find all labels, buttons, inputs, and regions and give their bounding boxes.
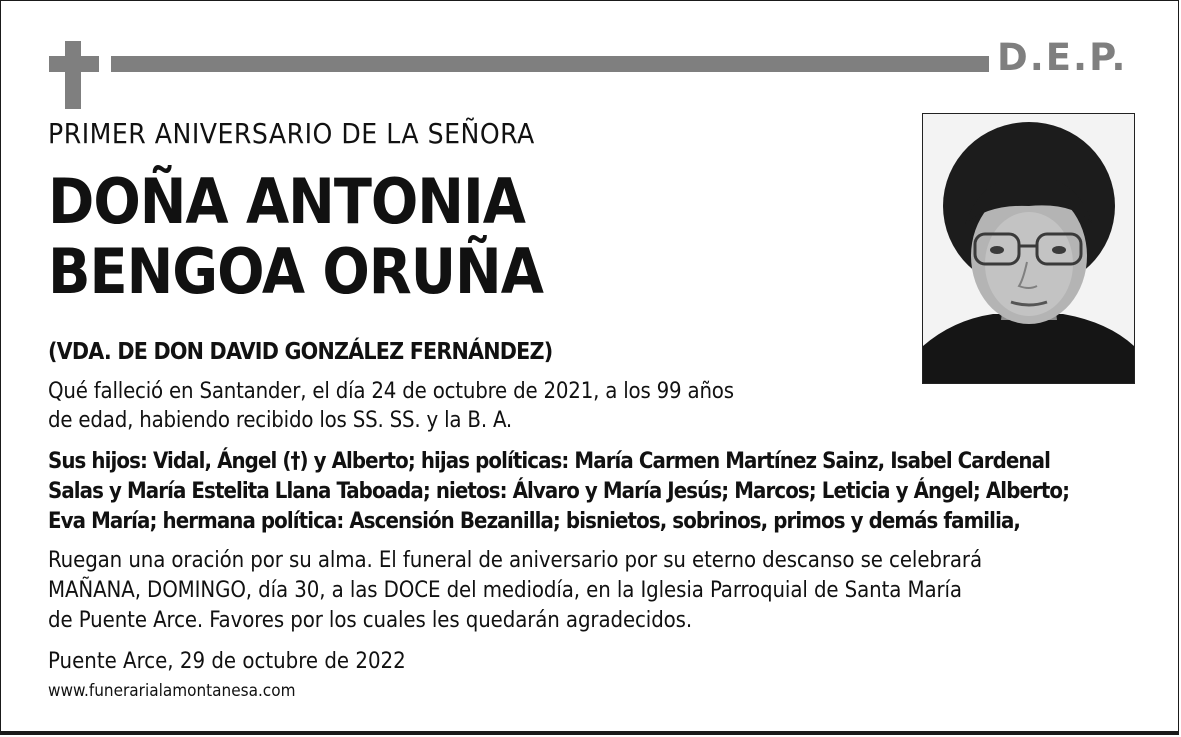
cross-icon: [65, 41, 81, 109]
anniversary-intro: PRIMER ANIVERSARIO DE LA SEÑORA: [48, 117, 535, 150]
family-list-line1: Sus hijos: Vidal, Ángel (†) y Alberto; hijas políticas: María Carmen Martínez Sainz, Isabel Cardenal: [48, 449, 1050, 474]
death-details: [48, 377, 848, 435]
funeral-details-line3: de Puente Arce. Favores por los cuales les quedarán agradecidos.: [48, 608, 693, 633]
portrait-photo: [922, 113, 1135, 384]
cross-icon-bar: [49, 56, 99, 72]
dep-heading: D.E.P.: [997, 36, 1128, 79]
family-list-line2: Salas y María Estelita Llana Taboada; nietos: Álvaro y María Jesús; Marcos; Leticia y Ángel; Alberto;: [48, 479, 1070, 504]
family-list-line3: Eva María; hermana política: Ascensión Bezanilla; bisnietos, sobrinos, primos y demás familia,: [48, 509, 1021, 534]
funeral-home-website: www.funerarialamontanesa.com: [48, 681, 296, 701]
place-date: Puente Arce, 29 de octubre de 2022: [48, 649, 406, 674]
header-rule: [111, 56, 989, 72]
deceased-name-line1: DOÑA ANTONIA: [48, 165, 525, 238]
funeral-details: [48, 546, 1148, 636]
death-details-line1: Qué falleció en Santander, el día 24 de octubre de 2021, a los 99 años: [48, 379, 734, 404]
portrait-image: [923, 114, 1134, 383]
deceased-name: [48, 167, 543, 307]
funeral-details-line2: MAÑANA, DOMINGO, día 30, a las DOCE del mediodía, en la Iglesia Parroquial de Santa María: [48, 578, 962, 603]
death-details-line2: de edad, habiendo recibido los SS. SS. y la B. A.: [48, 408, 513, 433]
funeral-details-line1: Ruegan una oración por su alma. El funeral de aniversario por su eterno descanso se celebrará: [48, 548, 982, 573]
family-list: [48, 447, 1148, 537]
widow-of: (VDA. DE DON DAVID GONZÁLEZ FERNÁNDEZ): [48, 339, 553, 365]
deceased-name-line2: BENGOA ORUÑA: [48, 235, 543, 308]
